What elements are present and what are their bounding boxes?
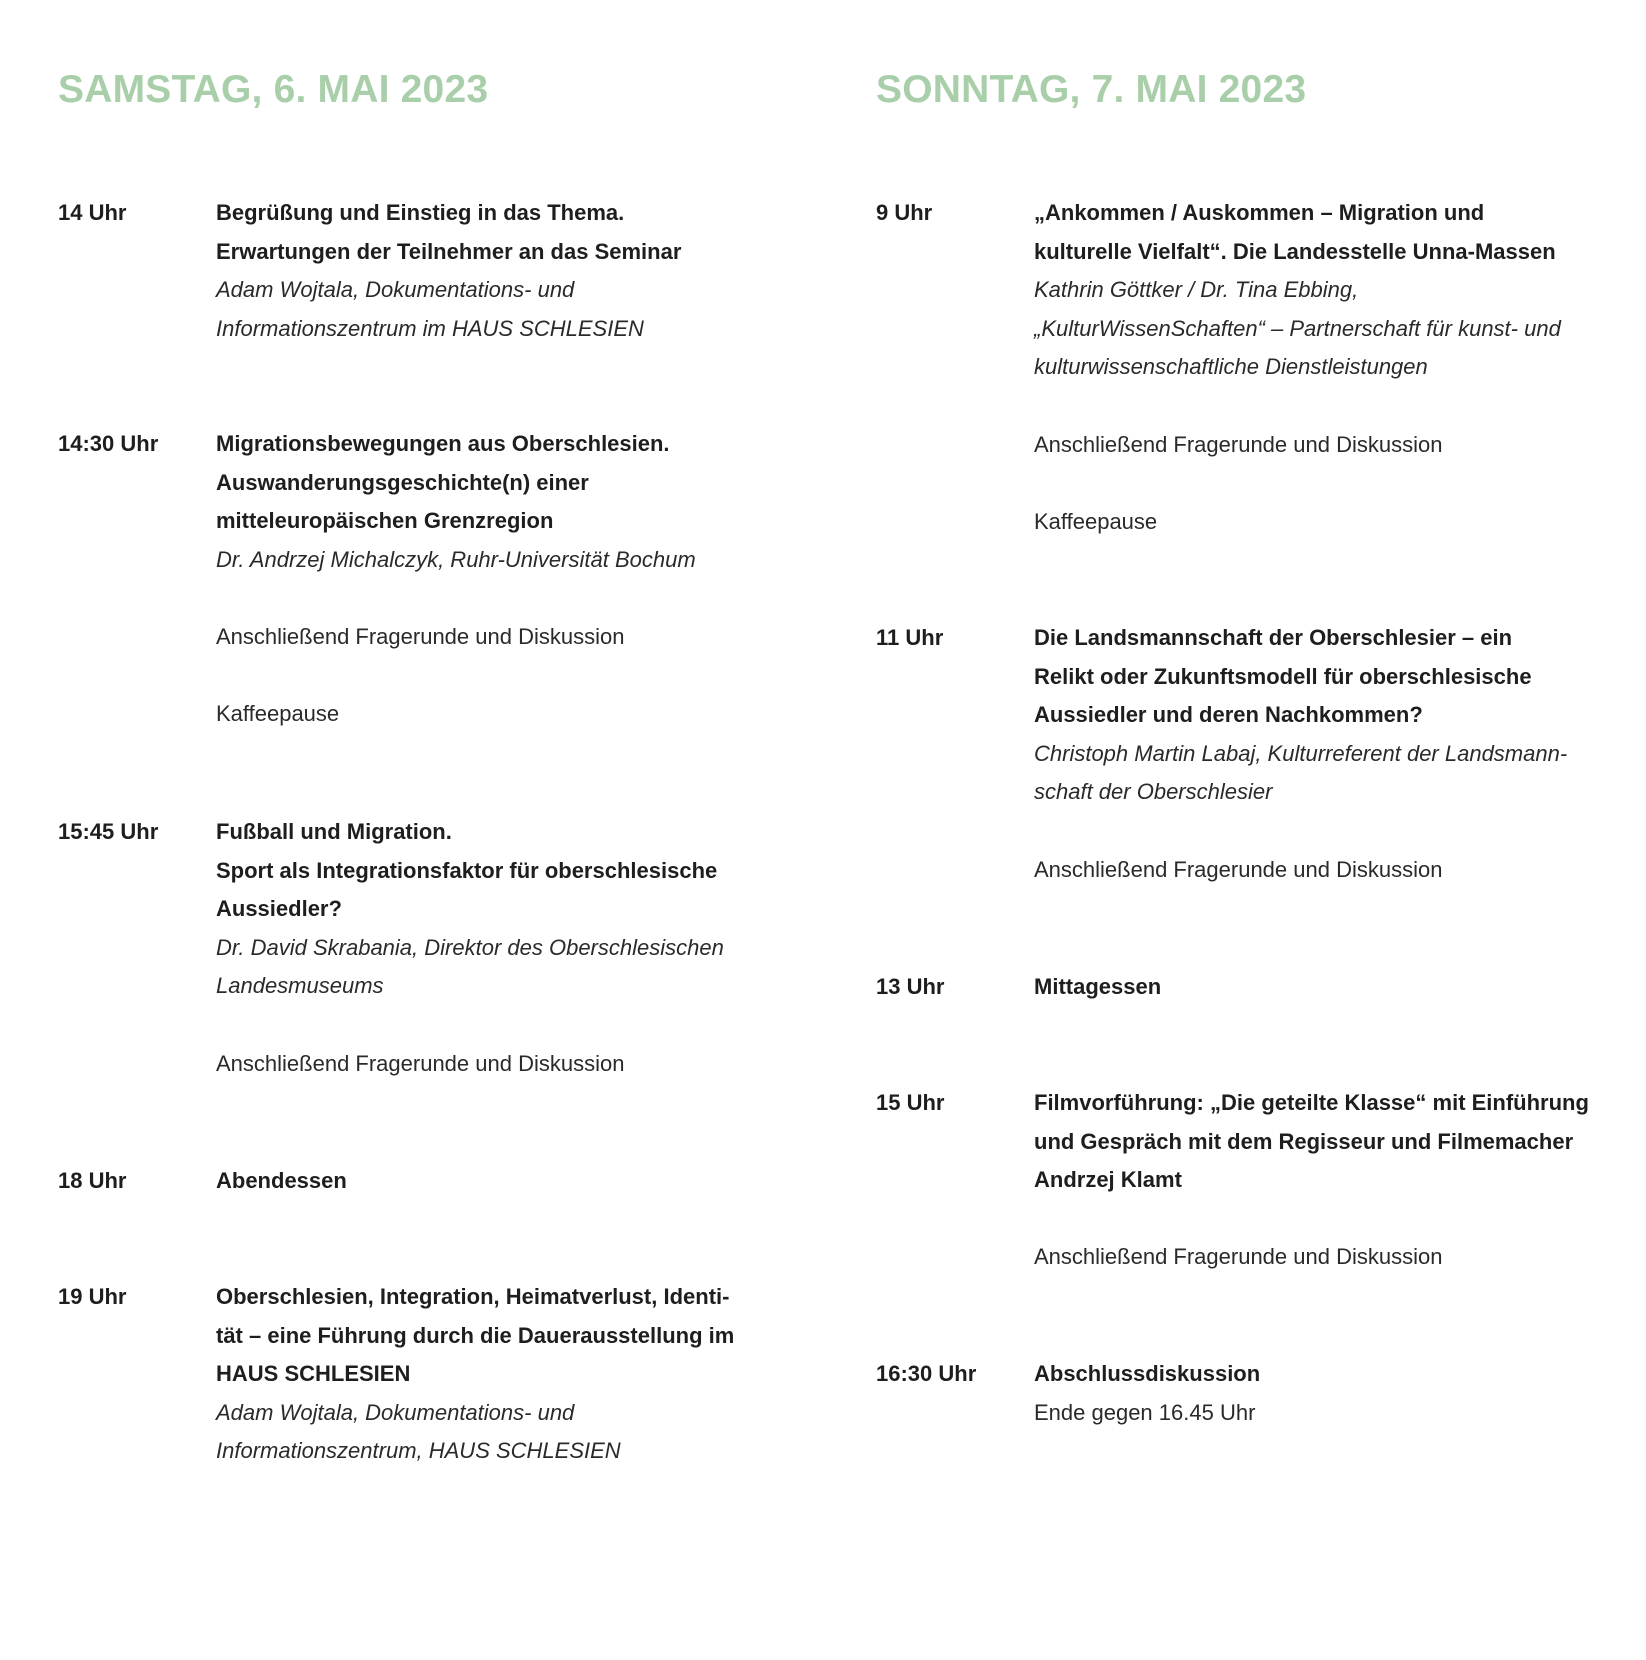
event-speaker-line: Christoph Martin Labaj, Kulturreferent der Landsmann- (1034, 740, 1568, 766)
event-title-line: Erwartungen der Teilnehmer an das Seminar (216, 238, 682, 264)
event-speaker-line: Informationszentrum, HAUS SCHLESIEN (216, 1438, 621, 1464)
event-title-line: Andrzej Klamt (1034, 1167, 1182, 1193)
event-speaker-line: Dr. Andrzej Michalczyk, Ruhr-Universität Bochum (216, 546, 696, 572)
event-title-line: HAUS SCHLESIEN (216, 1361, 411, 1387)
event-body (216, 194, 776, 348)
event-title-line: Fußball und Migration. (216, 819, 452, 844)
event-title-line: Relikt oder Zukunftsmodell für oberschlesische (1034, 663, 1532, 689)
event-time: 9 Uhr (876, 200, 933, 225)
event-speaker-line: Kathrin Göttker / Dr. Tina Ebbing, (1034, 277, 1359, 303)
event-title-line: kulturelle Vielfalt“. Die Landesstelle Unna-Massen (1034, 238, 1556, 264)
event-body (1034, 1355, 1594, 1432)
event-note: Kaffeepause (216, 701, 340, 727)
sunday-heading: SONNTAG, 7. MAI 2023 (876, 68, 1307, 111)
event-title-line: Filmvorführung: „Die geteilte Klasse“ mit Einführung (1034, 1090, 1589, 1115)
event-title-line: Abschlussdiskussion (1034, 1361, 1261, 1386)
event-title-line: „Ankommen / Auskommen – Migration und (1034, 200, 1485, 225)
event-note: Kaffeepause (1034, 508, 1158, 534)
event-title-line: Abendessen (216, 1168, 347, 1193)
event-speaker-line: Informationszentrum im HAUS SCHLESIEN (216, 315, 644, 341)
event-body (216, 425, 776, 734)
saturday-heading: SAMSTAG, 6. MAI 2023 (58, 68, 489, 111)
event-title-line: Oberschlesien, Integration, Heimatverlust, Identi- (216, 1284, 730, 1309)
event-note: Anschließend Fragerunde und Diskussion (1034, 856, 1443, 882)
event-speaker-line: kulturwissenschaftliche Dienstleistungen (1034, 354, 1428, 380)
event-speaker-line: Adam Wojtala, Dokumentations- und (216, 277, 575, 303)
event-title-line: Aussiedler? (216, 896, 342, 922)
event-speaker-line: Landesmuseums (216, 973, 384, 999)
event-body (216, 1162, 776, 1201)
event-body (1034, 1084, 1594, 1277)
event-note: Anschließend Fragerunde und Diskussion (1034, 1244, 1443, 1270)
event-title-line: tät – eine Führung durch die Dauerausstellung im (216, 1322, 735, 1348)
event-title-line: mitteleuropäischen Grenzregion (216, 508, 554, 534)
event-body (1034, 968, 1594, 1007)
event-time: 18 Uhr (58, 1168, 127, 1193)
event-title-line: Sport als Integrationsfaktor für oberschlesische (216, 857, 718, 883)
event-title-line: Die Landsmannschaft der Oberschlesier – ein (1034, 625, 1513, 650)
event-time: 15:45 Uhr (58, 819, 159, 844)
event-speaker-line: Dr. David Skrabania, Direktor des Oberschlesischen (216, 934, 724, 960)
event-title-line: Aussiedler und deren Nachkommen? (1034, 702, 1423, 728)
event-note: Anschließend Fragerunde und Diskussion (216, 1050, 625, 1076)
event-title-line: Mittagessen (1034, 974, 1162, 999)
event-time: 14 Uhr (58, 200, 127, 225)
event-speaker-line: schaft der Oberschlesier (1034, 779, 1273, 805)
event-speaker-line: „KulturWissenSchaften“ – Partnerschaft für kunst- und (1034, 315, 1561, 341)
event-time: 13 Uhr (876, 974, 945, 999)
event-time: 19 Uhr (58, 1284, 127, 1309)
event-time: 11 Uhr (876, 625, 944, 650)
event-note: Anschließend Fragerunde und Diskussion (1034, 431, 1443, 457)
event-time: 15 Uhr (876, 1090, 945, 1115)
event-body (216, 813, 776, 1083)
event-time: 16:30 Uhr (876, 1361, 977, 1386)
event-speaker-line: Adam Wojtala, Dokumentations- und (216, 1399, 575, 1425)
event-body (1034, 619, 1594, 889)
event-note: Anschließend Fragerunde und Diskussion (216, 623, 625, 649)
event-title-line: und Gespräch mit dem Regisseur und Filmemacher (1034, 1128, 1574, 1154)
event-title-line: Migrationsbewegungen aus Oberschlesien. (216, 431, 670, 456)
event-body (216, 1278, 776, 1471)
event-end-note: Ende gegen 16.45 Uhr (1034, 1399, 1256, 1425)
event-title-line: Begrüßung und Einstieg in das Thema. (216, 200, 625, 225)
event-body (1034, 194, 1594, 541)
event-title-line: Auswanderungsgeschichte(n) einer (216, 469, 589, 495)
event-time: 14:30 Uhr (58, 431, 159, 456)
